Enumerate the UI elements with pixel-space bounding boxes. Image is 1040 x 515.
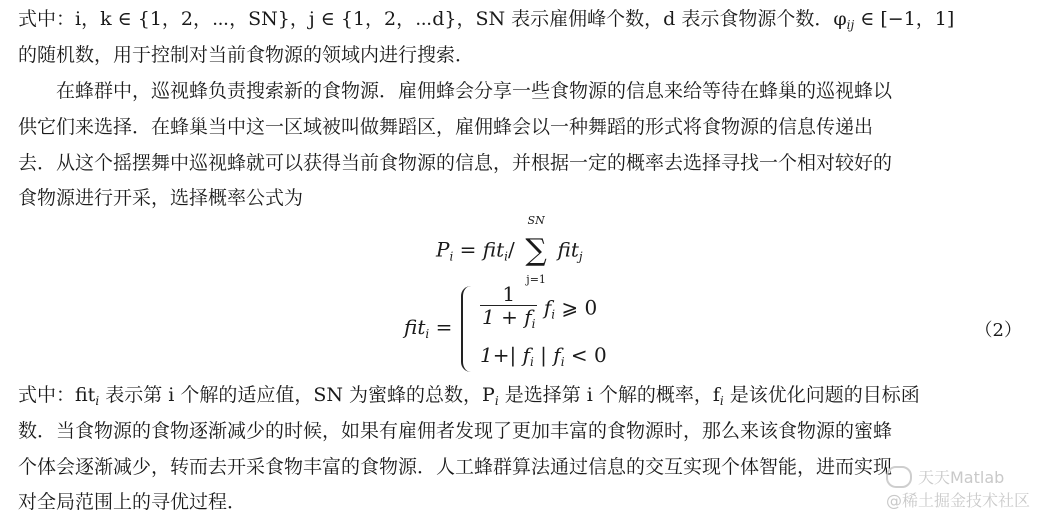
paragraph1-line2: 的随机数，用于控制对当前食物源的领域内进行搜索． <box>18 44 475 66</box>
fitness-case-1: $\frac{1}{1 + f_i}$ $f_i$ ⩾ 0 <box>480 283 597 335</box>
paragraph2-line1: 在蜂群中，巡视蜂负责搜索新的食物源．雇佣蜂会分享一些食物源的信息来给等待在蜂巢的巡视蜂以 <box>56 80 893 102</box>
equation-number: （2） <box>974 320 1022 341</box>
summation-symbol: SN ∑ j=1 <box>525 214 547 286</box>
cases-brace <box>461 286 477 372</box>
paragraph2-line3: 去．从这个摇摆舞中巡视蜂就可以获得当前食物源的信息，并根据一定的概率去选择寻找一个相对较好的 <box>18 152 893 174</box>
wechat-logo-icon <box>886 466 912 488</box>
paragraph1-line1: 式中：i，k ∈ {1，2，⋯，SN}，j ∈ {1，2，⋯d}，SN 表示雇佣峰个数，d 表示食物源个数．$\varphi_{ij}$ ∈ [−1，1] <box>18 8 955 32</box>
fraction: $\frac{1}{1 + f_i}$ <box>482 282 536 331</box>
watermark: 天天Matlab @稀土掘金技术社区 <box>886 465 1030 511</box>
fitness-case-2: 1+| $f_i$ | $f_i < 0$ <box>480 343 607 369</box>
paragraph3-line2: 数．当食物源的食物逐渐减少的时候，如果有雇佣者发现了更加丰富的食物源时，那么来该食物源的蜜蜂 <box>18 420 893 442</box>
paragraph3-line4: 对全局范围上的寻优过程． <box>18 491 247 513</box>
paragraph3-line3: 个体会逐渐减少，转而去开采食物丰富的食物源．人工蜂群算法通过信息的交互实现个体智能，进而实现 <box>18 456 893 478</box>
paragraph2-line2: 供它们来选择．在蜂巢当中这一区域被叫做舞蹈区，雇佣蜂会以一种舞蹈的形式将食物源的信息传递出 <box>18 116 874 138</box>
paragraph2-line4: 食物源进行开采，选择概率公式为 <box>18 187 304 209</box>
fitness-formula-lhs: fit$_i$ = <box>404 315 453 341</box>
paragraph3-line1: 式中：fit$_i$ 表示第 i 个解的适应值，SN 为蜜蜂的总数，$P_i$ 是选择第 i 个解的概率，$f_i$ 是该优化问题的目标函 <box>18 384 920 408</box>
probability-formula: $P_i = fit_i/$ SN ∑ j=1 fit$_j$ <box>436 214 583 286</box>
